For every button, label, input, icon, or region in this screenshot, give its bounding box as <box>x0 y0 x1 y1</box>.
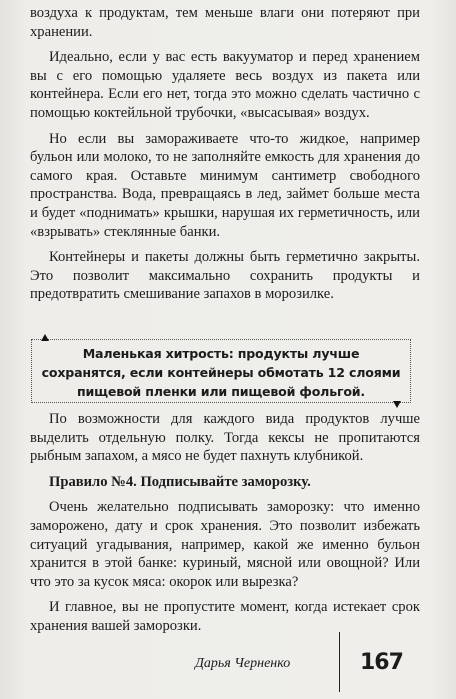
tip-box <box>31 339 411 403</box>
paragraph: И главное, вы не пропустите момент, когда истекает срок хранения вашей заморозки. <box>30 599 420 634</box>
paragraph: воздуха к продуктам, тем меньше влаги они потеряют при хранении. <box>30 5 420 40</box>
paragraph: Контейнеры и пакеты должны быть герметично закрыты. Это позволит максимально сохранить продукты и предотвратить смешивание запахов в морозилке. <box>30 249 420 303</box>
paragraph: По возможности для каждого вида продуктов лучше выделить отдельную полку. Тогда кексы не пропитаются рыбным запахом, а мясо не будет пахнуть клубникой. <box>30 411 420 465</box>
body-text-lower <box>30 410 420 643</box>
paragraph: Идеально, если у вас есть вакууматор и перед хранением вы с его помощью удаляете весь воздух из пакета или контейнера. Если его нет, тогда это можно сделать частично с помощью коктейльной трубочки, «высасывая» воздух. <box>30 49 420 121</box>
triangle-down-icon <box>393 401 401 408</box>
tip-text: Маленькая хитрость: продукты лучше сохранятся, если контейнеры обмотать 12 слоями пищевой пленки или пищевой фольгой. <box>41 346 401 399</box>
footer-divider <box>339 632 340 692</box>
footer-author: Дарья Черненко <box>195 656 291 671</box>
paragraph: Очень желательно подписывать заморозку: что именно заморожено, дату и срок хранения. Это позволит избежать ситуаций угадывания, например, какой же именно бульон хранится в этой банке: куриный, мясной или овощной? Или что это за кусок мяса: окорок или вырезка? <box>30 499 420 590</box>
triangle-up-icon <box>41 334 49 341</box>
rule-heading: Правило №4. Подписывайте заморозку. <box>49 473 311 490</box>
paragraph: Но если вы замораживаете что-то жидкое, например бульон или молоко, то не заполняйте емкость для хранения до самого края. Оставьте минимум сантиметр свободного пространства. Вода, превращаясь в лед, займет больше места и будет «поднимать» крышки, нарушая их герметичность, или «взрывать» стеклянные банки. <box>30 130 420 240</box>
body-text-upper <box>30 4 420 311</box>
page-number: 167 <box>360 650 403 675</box>
